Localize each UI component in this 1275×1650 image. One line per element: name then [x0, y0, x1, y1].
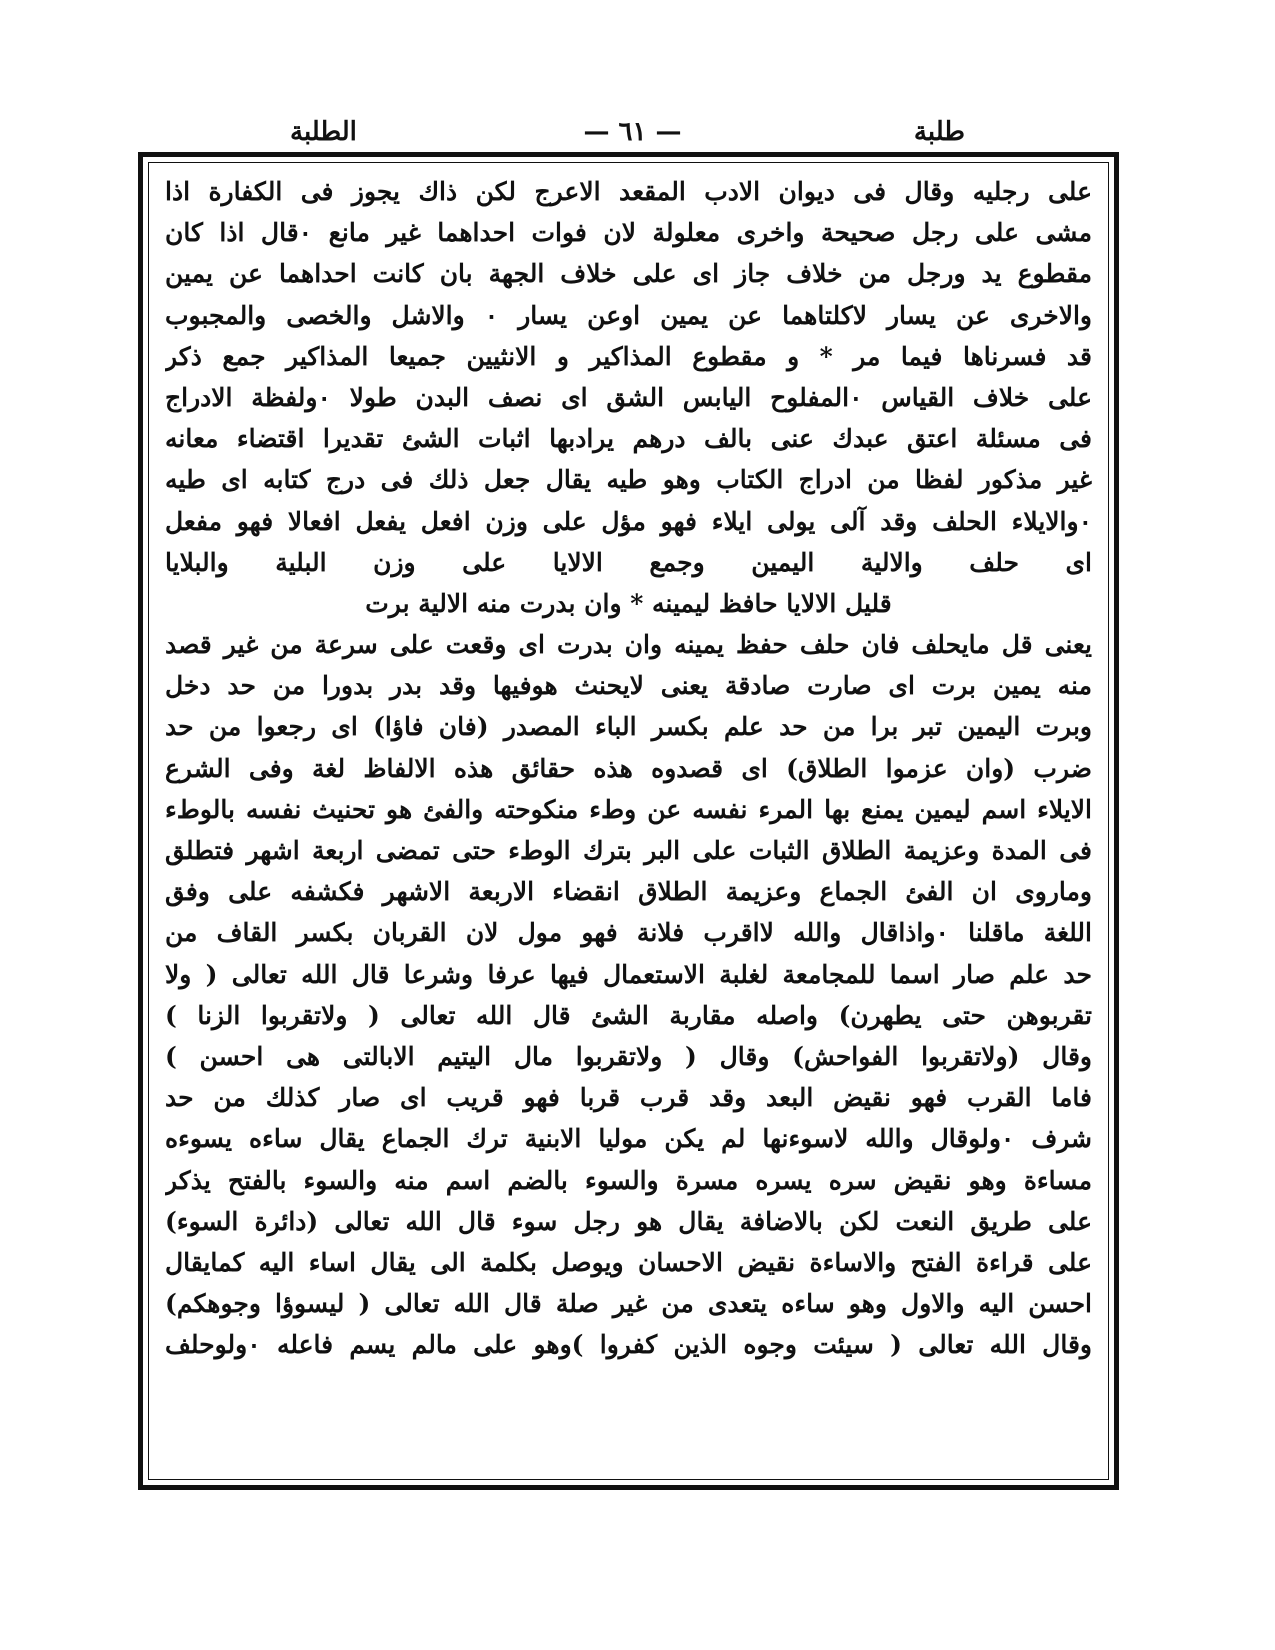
- header-right-word: طلبة: [913, 117, 965, 147]
- text-line: شرف ۰ولوقال والله لاسوءنها لم يكن موليا الابنية ترك الجماع يقال ساءه يسوءه: [165, 1124, 1092, 1154]
- text-line: على طريق النعت لكن بالاضافة يقال هو رجل سوء قال الله تعالى (دائرة السوء): [165, 1206, 1092, 1236]
- text-line: غير مذكور لفظا من ادراج الكتاب وهو طيه يقال جعل ذلك فى درج كتابه اى طيه: [165, 465, 1092, 495]
- text-line: منه يمين برت اى صارت صادقة يعنى لايحنث هوفيها وقد بدر بدورا من حد دخل: [165, 671, 1092, 701]
- text-line: تقربوهن حتى يطهرن) واصله مقاربة الشئ قال الله تعالى ( ولاتقربوا الزنا ): [165, 1000, 1092, 1030]
- text-line: حد علم صار اسما للمجامعة لغلبة الاستعمال فيها عرفا وشرعا قال الله تعالى ( ولا: [165, 959, 1092, 989]
- text-line: قد فسرناها فيما مر * و مقطوع المذاكير و الانثيين جميعا المذاكير جمع ذكر: [165, 341, 1092, 371]
- text-line: وقال الله تعالى ( سيئت وجوه الذين كفروا )وهو على مالم يسم فاعله ۰ولوحلف: [165, 1330, 1092, 1360]
- text-line: فى مسئلة اعتق عبدك عنى بالف درهم يرادبها اثبات الشئ تقديرا اقتضاء معانه: [165, 424, 1092, 454]
- text-line: احسن اليه والاول وهو ساءه يتعدى من غير صلة قال الله تعالى ( ليسوؤا وجوهكم): [165, 1289, 1092, 1319]
- text-line: مشى على رجل صحيحة واخرى معلولة لان فوات احداهما غير مانع ۰قال اذا كان: [165, 218, 1092, 248]
- text-line: الايلاء اسم ليمين يمنع بها المرء نفسه عن وطء منكوحته والفئ هو تحنيث نفسه بالوطء: [165, 794, 1092, 824]
- text-line: وبرت اليمين تبر برا من حد علم بكسر الباء المصدر (فان فاؤا) اى رجعوا من حد: [165, 712, 1092, 742]
- body-text: [165, 171, 1092, 1475]
- text-line: ۰والايلاء الحلف وقد آلى يولى ايلاء فهو مؤل على وزن افعل يفعل افعالا فهو مفعل: [165, 506, 1092, 536]
- text-line: ضرب (وان عزموا الطلاق) اى قصدوه هذه حقائق هذه الالفاظ لغة وفى الشرع: [165, 753, 1092, 783]
- page-header: [140, 112, 1125, 152]
- text-frame: [138, 152, 1119, 1490]
- text-line: اللغة ماقلنا ۰واذاقال والله لااقرب فلانة فهو مول لان القربان بكسر القاف من: [165, 918, 1092, 948]
- text-line: على رجليه وقال فى ديوان الادب المقعد الاعرج لكن ذاك يجوز فى الكفارة اذا: [165, 177, 1092, 206]
- text-line: وماروى ان الفئ الجماع وعزيمة الطلاق انقضاء الاربعة الاشهر فكشفه على وفق: [165, 877, 1092, 907]
- text-line: على خلاف القياس ۰المفلوح اليابس الشق اى نصف البدن طولا ۰ولفظة الادراج: [165, 382, 1092, 412]
- text-line: فى المدة وعزيمة الطلاق الثبات على البر بترك الوطء حتى تمضى اربعة اشهر فتطلق: [165, 836, 1092, 865]
- text-line: فاما القرب فهو نقيض البعد وقد قرب قربا فهو قريب اى صار كذلك من حد: [165, 1083, 1092, 1113]
- page-number: — ٦١ —: [583, 117, 682, 147]
- verse-line: قليل الالايا حافظ ليمينه * وان بدرت منه الالية برت: [365, 588, 892, 618]
- text-line: مساءة وهو نقيض سره يسره مسرة والسوء بالضم اسم منه والسوء بالفتح يذكر: [165, 1165, 1092, 1195]
- text-line: اى حلف والالية اليمين وجمع الالايا على وزن البلية والبلايا: [165, 547, 1092, 577]
- text-line: وقال (ولاتقربوا الفواحش) وقال ( ولاتقربوا مال اليتيم الابالتى هى احسن ): [165, 1041, 1092, 1071]
- header-left-word: الطلبة: [290, 117, 357, 147]
- text-line: مقطوع يد ورجل من خلاف جاز اى على خلاف الجهة بان كانت احداهما عن يمين: [165, 259, 1092, 289]
- text-line: على قراءة الفتح والاساءة نقيض الاحسان ويوصل بكلمة الى يقال اساء اليه كمايقال: [165, 1247, 1092, 1277]
- text-line: يعنى قل مايحلف فان حلف حفظ يمينه وان بدرت اى وقعت على سرعة من غير قصد: [165, 630, 1092, 660]
- text-line: والاخرى عن يسار لاكلتاهما عن يمين اوعن يسار ۰ والاشل والخصى والمجبوب: [165, 300, 1092, 330]
